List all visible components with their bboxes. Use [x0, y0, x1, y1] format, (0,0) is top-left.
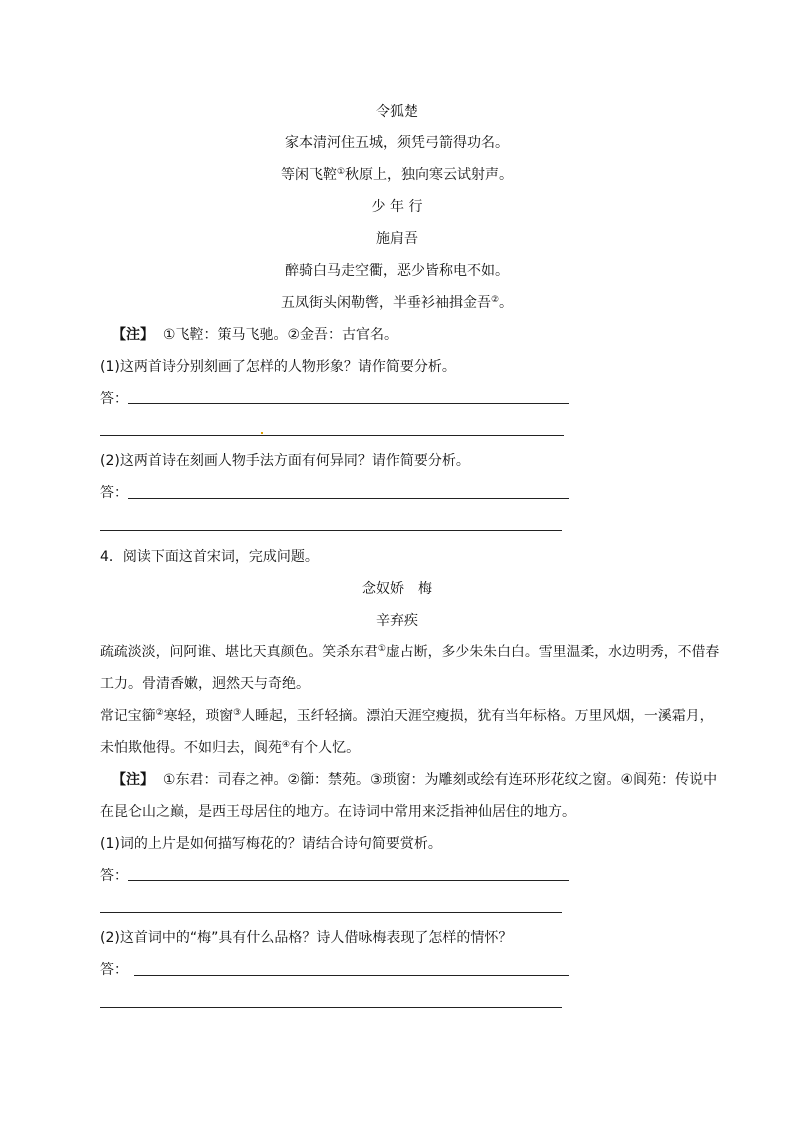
- answer-line[interactable]: [128, 403, 569, 404]
- poem2-line2: 五凤街头闲勒辔，半垂衫袖揖金吾②。: [280, 295, 514, 311]
- footnote-marker: ②: [155, 708, 164, 718]
- footnote-marker: ②: [490, 295, 500, 305]
- answer-line[interactable]: [100, 435, 564, 436]
- poem2-title: 少 年 行: [371, 199, 423, 215]
- answer-label: 答：: [100, 391, 128, 407]
- footnote-marker: ③: [233, 708, 242, 718]
- question-4-prompt: 4．阅读下面这首宋词，完成问题。: [100, 549, 319, 565]
- question-3-2: (2)这两首诗在刻画人物手法方面有何异同？请作简要分析。: [100, 453, 470, 469]
- ci-note-line1: [112, 771, 717, 789]
- answer-line[interactable]: [128, 498, 569, 499]
- ci-paragraph2-line1: 常记宝篽②寒轻，琐窗③人睡起，玉纤轻摘。漂泊天涯空瘦损，犹有当年标格。万里风烟，一溪霜月，: [100, 708, 714, 724]
- note-text: ①飞鞚：策马飞驰。②金吾：古官名。: [162, 327, 399, 343]
- poem1-line2: 等闲飞鞚①秋原上，独向寒云试射声。: [280, 167, 514, 183]
- ci-paragraph2-line2: 未怕欺他得。不如归去，阆苑④有个人忆。: [100, 740, 361, 756]
- question-4-1: (1)词的上片是如何描写梅花的？请结合诗句简要赏析。: [100, 836, 442, 852]
- answer-line[interactable]: [100, 530, 562, 531]
- question-3-1: (1)这两首诗分别刻画了怎样的人物形象？请作简要分析。: [100, 359, 456, 375]
- ci-paragraph1-line2: 工力。骨清香嫩，迥然天与奇绝。: [100, 676, 310, 692]
- ci-title: 念奴娇 梅: [362, 581, 432, 597]
- note-label: 【注】: [112, 772, 154, 788]
- ci-note-line2: 在昆仑山之巅，是西王母居住的地方。在诗词中常用来泛指神仙居住的地方。: [100, 804, 576, 820]
- footnote-marker: ①: [377, 644, 386, 654]
- answer-line[interactable]: [128, 880, 569, 881]
- poem1-author: 令狐楚: [376, 104, 418, 120]
- answer-label: 答：: [100, 868, 128, 884]
- question-4-2: (2)这首词中的“梅”具有什么品格？诗人借咏梅表现了怎样的情怀？: [100, 930, 513, 946]
- poem1-line1: 家本清河住五城，须凭弓箭得功名。: [285, 135, 509, 151]
- stray-dot: [261, 432, 263, 434]
- answer-label: 答：: [100, 485, 128, 501]
- note1: [112, 326, 398, 344]
- answer-label: 答：: [100, 962, 128, 978]
- footnote-marker: ①: [336, 167, 346, 177]
- poem2-line1: 醉骑白马走空衢，恶少皆称电不如。: [285, 263, 509, 279]
- note-label: 【注】: [112, 327, 154, 343]
- answer-line[interactable]: [100, 1007, 562, 1008]
- answer-line[interactable]: [100, 912, 562, 913]
- answer-line[interactable]: [134, 975, 569, 976]
- poem2-author: 施肩吾: [376, 231, 418, 247]
- footnote-marker: ④: [282, 740, 291, 750]
- ci-paragraph1-line1: 疏疏淡淡，问阿谁、堪比天真颜色。笑杀东君①虚占断，多少朱朱白白。雪里温柔，水边明秀，不借春: [100, 644, 720, 660]
- note-text: ①东君：司春之神。②篽：禁苑。③琐窗：为雕刻或绘有连环形花纹之窗。④阆苑：传说中: [162, 772, 718, 788]
- ci-author: 辛弃疾: [376, 613, 418, 629]
